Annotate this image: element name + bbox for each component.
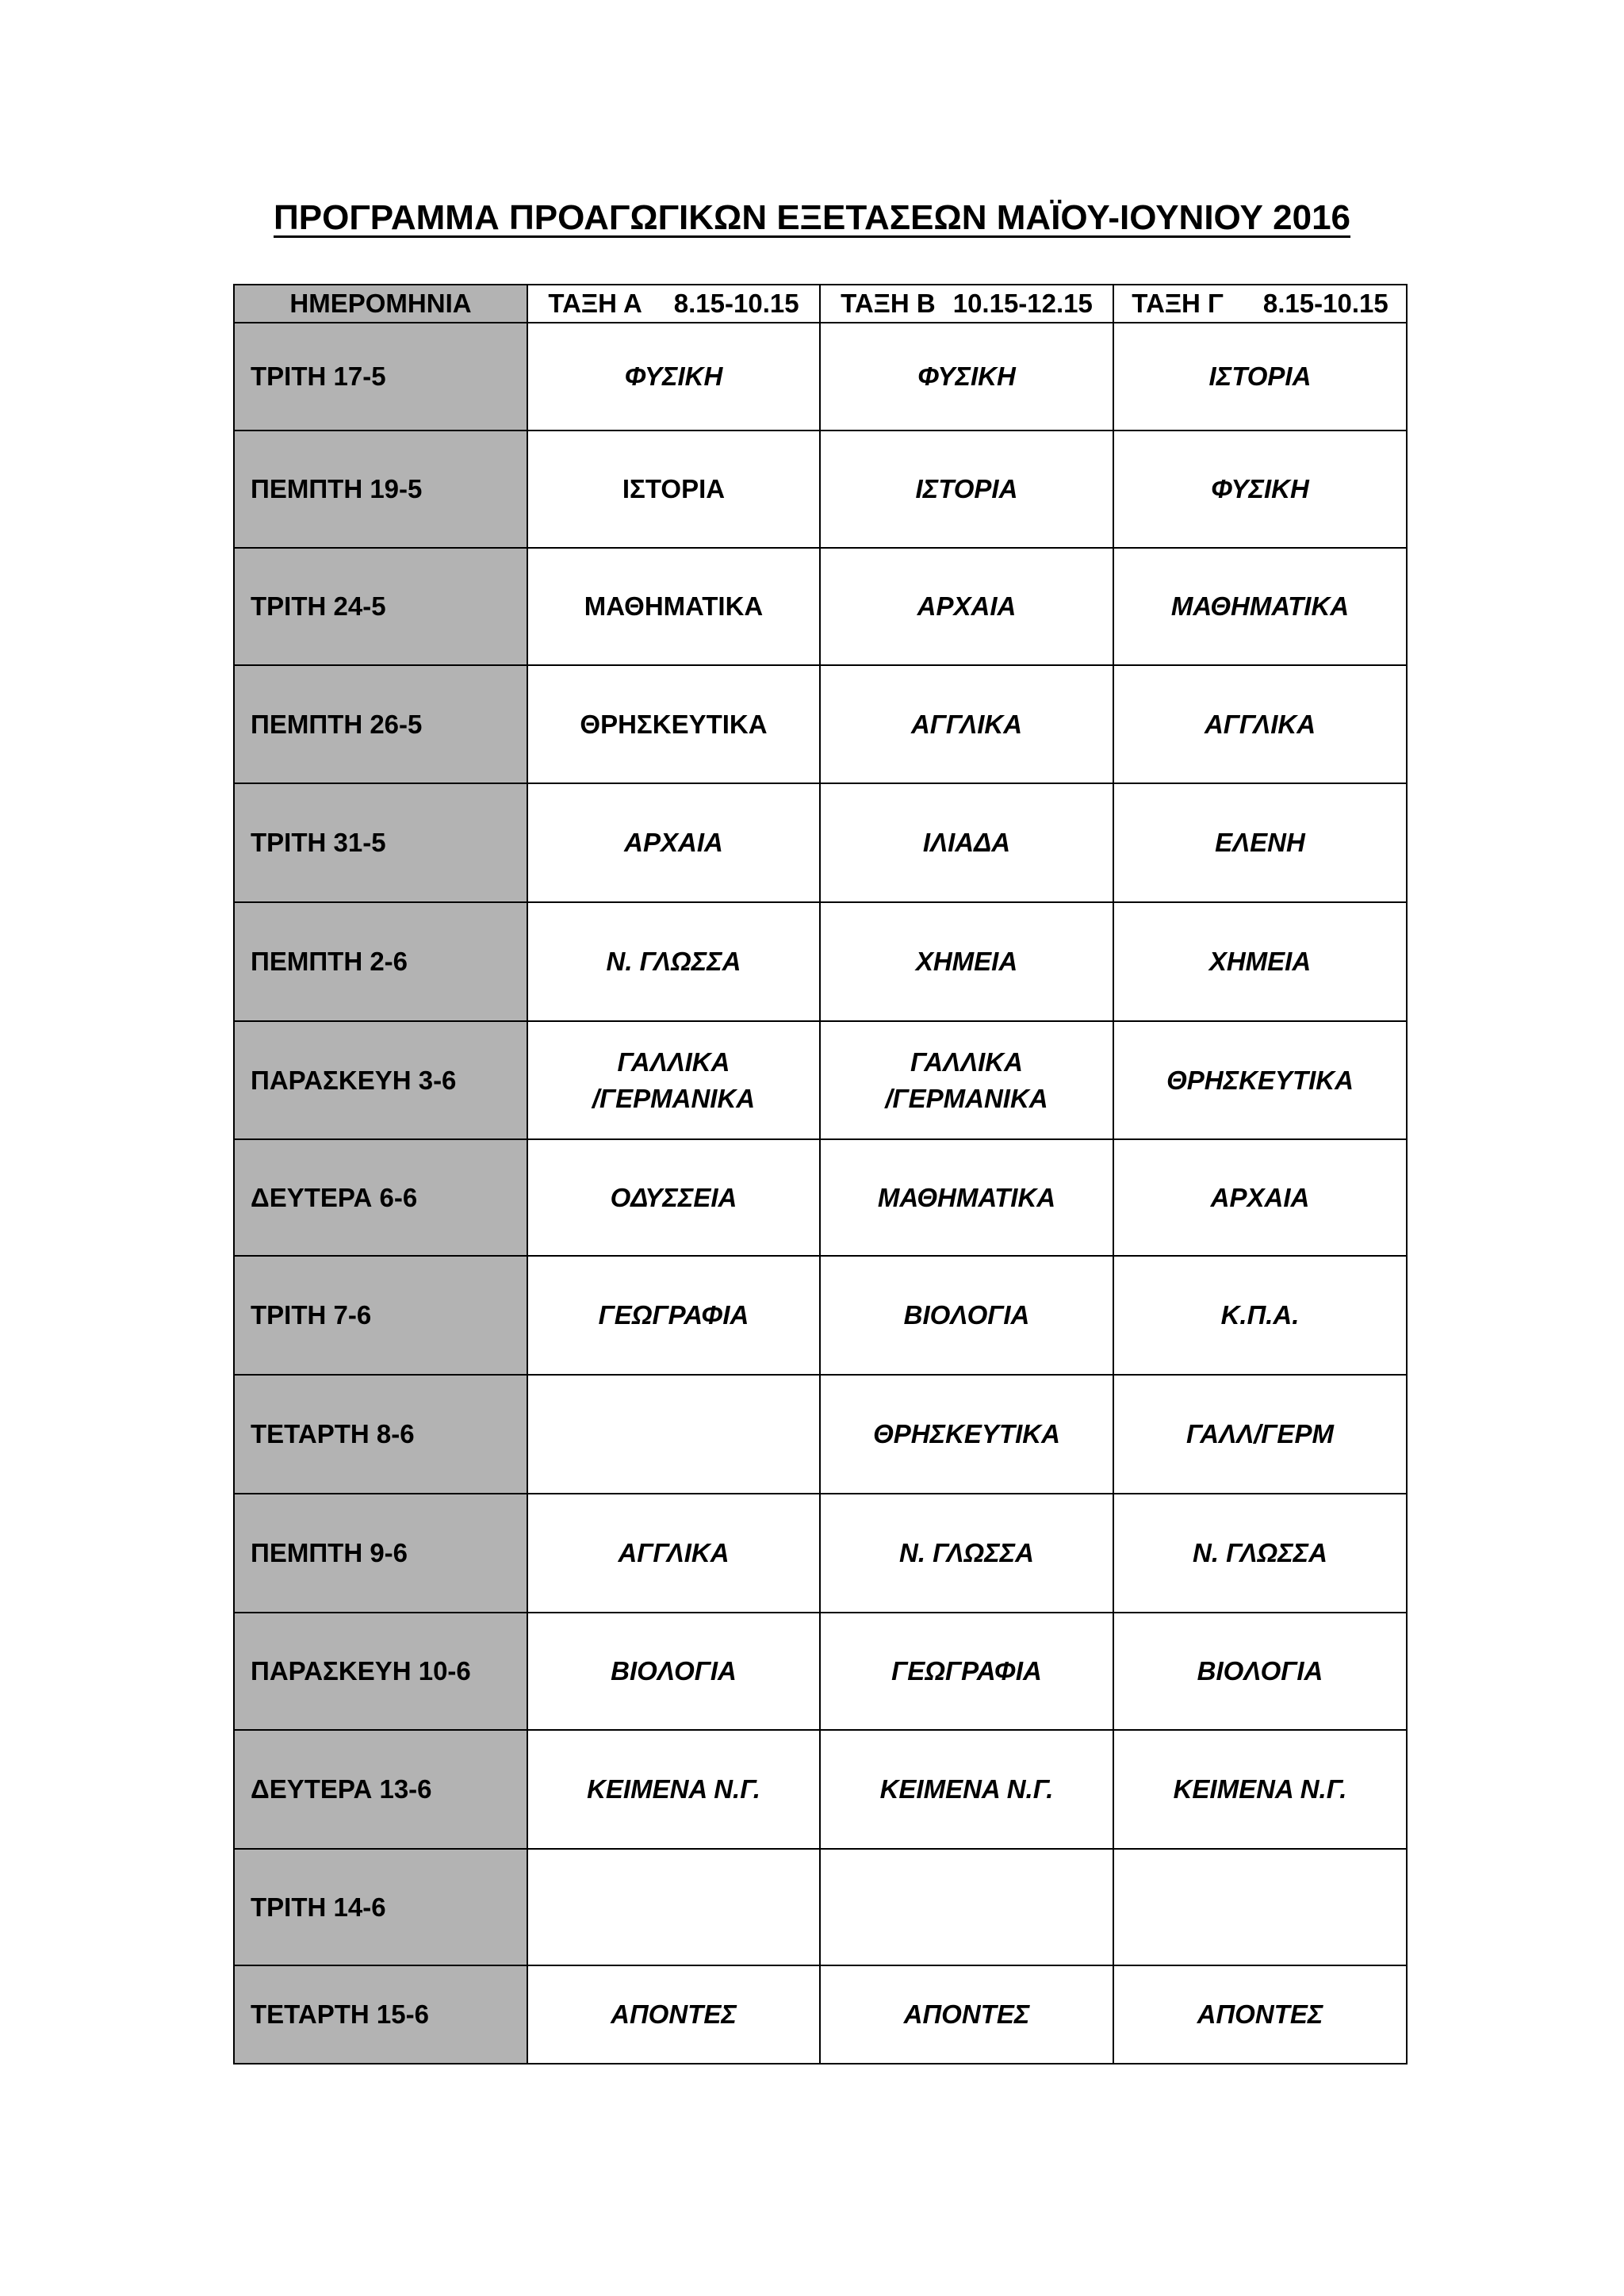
subject-text: Ν. ΓΛΩΣΣΑ (899, 1538, 1034, 1567)
subject-text: ΑΡΧΑΙΑ (624, 828, 723, 857)
subject-text: ΘΡΗΣΚΕΥΤΙΚΑ (580, 709, 768, 739)
subject-text: Κ.Π.Α. (1220, 1300, 1300, 1330)
class-a-cell (527, 430, 820, 548)
header-class-c (1113, 285, 1407, 323)
date-cell: ΤΡΙΤΗ 14-6 (234, 1849, 527, 1965)
class-b-cell (820, 902, 1113, 1021)
class-a-cell (527, 1730, 820, 1849)
table-row (234, 1375, 1407, 1494)
date-cell: ΠΑΡΑΣΚΕΥΗ 10-6 (234, 1613, 527, 1730)
class-b-cell (820, 430, 1113, 548)
class-c-cell (1113, 665, 1407, 783)
subject-text: ΘΡΗΣΚΕΥΤΙΚΑ (873, 1419, 1060, 1448)
class-c-cell (1113, 1965, 1407, 2064)
subject-text: ΑΠΟΝΤΕΣ (903, 1999, 1030, 2029)
table-row (234, 548, 1407, 665)
subject-text: Ν. ΓΛΩΣΣΑ (1193, 1538, 1327, 1567)
class-b-cell (820, 1613, 1113, 1730)
class-c-cell (1113, 1256, 1407, 1375)
subject-text: ΧΗΜΕΙΑ (1208, 947, 1312, 976)
table-row (234, 1613, 1407, 1730)
subject-text: ΚΕΙΜΕΝΑ Ν.Γ. (879, 1774, 1054, 1804)
date-cell: ΤΕΤΑΡΤΗ 8-6 (234, 1375, 527, 1494)
subject-text: ΒΙΟΛΟΓΙΑ (903, 1300, 1030, 1330)
header-class-b (820, 285, 1113, 323)
table-row (234, 1139, 1407, 1256)
class-a-cell (527, 665, 820, 783)
exam-schedule-table (233, 284, 1408, 2064)
subject-text: ΚΕΙΜΕΝΑ Ν.Γ. (1173, 1774, 1347, 1804)
header-time: 8.15-10.15 (673, 289, 799, 318)
subject-text: ΜΑΘΗΜΑΤΙΚΑ (1170, 591, 1350, 621)
date-cell: ΔΕΥΤΕΡΑ 13-6 (234, 1730, 527, 1849)
subject-text-line-2: /ΓΕΡΜΑΝΙΚΑ (592, 1083, 756, 1113)
subject-text: ΓΑΛΛ/ΓΕΡΜ (1186, 1419, 1334, 1448)
subject-text: ΑΠΟΝΤΕΣ (1197, 1999, 1323, 2029)
class-c-cell (1113, 1613, 1407, 1730)
date-cell: ΤΕΤΑΡΤΗ 15-6 (234, 1965, 527, 2064)
class-b-cell (820, 665, 1113, 783)
class-a-cell (527, 323, 820, 430)
class-a-cell (527, 1849, 820, 1965)
subject-text: ΕΛΕΝΗ (1215, 828, 1305, 857)
table-row (234, 430, 1407, 548)
header-label: ΤΑΞΗ Γ (1132, 289, 1224, 318)
table-row (234, 665, 1407, 783)
class-c-cell (1113, 783, 1407, 902)
class-c-cell (1113, 1494, 1407, 1613)
class-a-cell (527, 902, 820, 1021)
subject-text-line-2: /ΓΕΡΜΑΝΙΚΑ (885, 1083, 1048, 1113)
date-cell: ΤΡΙΤΗ 31-5 (234, 783, 527, 902)
class-a-cell (527, 548, 820, 665)
date-cell: ΔΕΥΤΕΡΑ 6-6 (234, 1139, 527, 1256)
subject-text: ΟΔΥΣΣΕΙΑ (610, 1182, 737, 1212)
table-row (234, 323, 1407, 430)
subject-text: ΙΛΙΑΔΑ (922, 828, 1011, 857)
subject-text: ΦΥΣΙΚΗ (917, 362, 1016, 391)
class-a-cell (527, 783, 820, 902)
class-b-cell (820, 783, 1113, 902)
date-cell: ΠΕΜΠΤΗ 9-6 (234, 1494, 527, 1613)
date-cell: ΤΡΙΤΗ 17-5 (234, 323, 527, 430)
header-label: ΤΑΞΗ Β (841, 289, 936, 318)
class-c-cell (1113, 902, 1407, 1021)
table-row (234, 1256, 1407, 1375)
class-c-cell (1113, 430, 1407, 548)
class-a-cell (527, 1256, 820, 1375)
class-a-cell (527, 1375, 820, 1494)
subject-text: ΒΙΟΛΟΓΙΑ (611, 1656, 737, 1686)
subject-text: ΑΓΓΛΙΚΑ (618, 1538, 730, 1567)
subject-text: ΦΥΣΙΚΗ (624, 362, 723, 391)
class-b-cell (820, 1730, 1113, 1849)
subject-text: ΑΡΧΑΙΑ (1210, 1182, 1310, 1212)
table-row (234, 1730, 1407, 1849)
class-c-cell (1113, 1375, 1407, 1494)
class-b-cell (820, 1021, 1113, 1139)
class-a-cell (527, 1021, 820, 1139)
table-row (234, 1494, 1407, 1613)
class-c-cell (1113, 1730, 1407, 1849)
class-b-cell (820, 1965, 1113, 2064)
class-a-cell (527, 1494, 820, 1613)
class-a-cell (527, 1613, 820, 1730)
header-label: ΤΑΞΗ Α (548, 289, 642, 318)
class-c-cell (1113, 548, 1407, 665)
class-b-cell (820, 1375, 1113, 1494)
date-cell: ΠΕΜΠΤΗ 26-5 (234, 665, 527, 783)
subject-text: ΙΣΤΟΡΙΑ (1208, 362, 1312, 391)
subject-text: Ν. ΓΛΩΣΣΑ (606, 947, 741, 976)
date-cell: ΤΡΙΤΗ 7-6 (234, 1256, 527, 1375)
header-time: 8.15-10.15 (1262, 289, 1388, 318)
table-row (234, 1849, 1407, 1965)
table-row (234, 783, 1407, 902)
subject-text: ΑΓΓΛΙΚΑ (1204, 709, 1316, 739)
date-cell: ΠΕΜΠΤΗ 19-5 (234, 430, 527, 548)
header-date (234, 285, 527, 323)
class-b-cell (820, 1494, 1113, 1613)
subject-text: ΓΕΩΓΡΑΦΙΑ (891, 1656, 1042, 1686)
class-a-cell (527, 1965, 820, 2064)
subject-text: ΘΡΗΣΚΕΥΤΙΚΑ (1166, 1065, 1354, 1095)
header-time: 10.15-12.15 (952, 289, 1093, 318)
subject-text: ΜΑΘΗΜΑΤΙΚΑ (877, 1182, 1056, 1212)
class-c-cell (1113, 323, 1407, 430)
class-b-cell (820, 1849, 1113, 1965)
subject-text: ΜΑΘΗΜΑΤΙΚΑ (584, 591, 764, 621)
subject-text: ΚΕΙΜΕΝΑ Ν.Γ. (587, 1774, 760, 1804)
subject-text: ΧΗΜΕΙΑ (915, 947, 1018, 976)
class-c-cell (1113, 1139, 1407, 1256)
date-cell: ΤΡΙΤΗ 24-5 (234, 548, 527, 665)
subject-text: ΑΡΧΑΙΑ (917, 591, 1017, 621)
table-row (234, 1965, 1407, 2064)
subject-text: ΓΑΛΛΙΚΑ (910, 1047, 1023, 1077)
subject-text: ΓΕΩΓΡΑΦΙΑ (598, 1300, 749, 1330)
header-label: ΗΜΕΡΟΜΗΝΙΑ (289, 289, 472, 318)
header-class-a (527, 285, 820, 323)
table-header-row (234, 285, 1407, 323)
table-row (234, 1021, 1407, 1139)
subject-text: ΒΙΟΛΟΓΙΑ (1197, 1656, 1323, 1686)
class-b-cell (820, 323, 1113, 430)
class-b-cell (820, 1256, 1113, 1375)
class-a-cell (527, 1139, 820, 1256)
class-c-cell (1113, 1849, 1407, 1965)
subject-text: ΦΥΣΙΚΗ (1211, 474, 1309, 503)
subject-text: ΙΣΤΟΡΙΑ (622, 474, 726, 503)
subject-text: ΑΓΓΛΙΚΑ (910, 709, 1023, 739)
class-b-cell (820, 1139, 1113, 1256)
date-cell: ΠΑΡΑΣΚΕΥΗ 3-6 (234, 1021, 527, 1139)
class-b-cell (820, 548, 1113, 665)
subject-text: ΓΑΛΛΙΚΑ (617, 1047, 730, 1077)
table-row (234, 902, 1407, 1021)
page-title: ΠΡΟΓΡΑΜΜΑ ΠΡΟΑΓΩΓΙΚΩΝ ΕΞΕΤΑΣΕΩΝ ΜΑΪΟΥ-ΙΟΥΝΙΟΥ 2016 (273, 198, 1351, 237)
date-cell: ΠΕΜΠΤΗ 2-6 (234, 902, 527, 1021)
class-c-cell (1113, 1021, 1407, 1139)
subject-text: ΑΠΟΝΤΕΣ (611, 1999, 737, 2029)
subject-text: ΙΣΤΟΡΙΑ (915, 474, 1018, 503)
